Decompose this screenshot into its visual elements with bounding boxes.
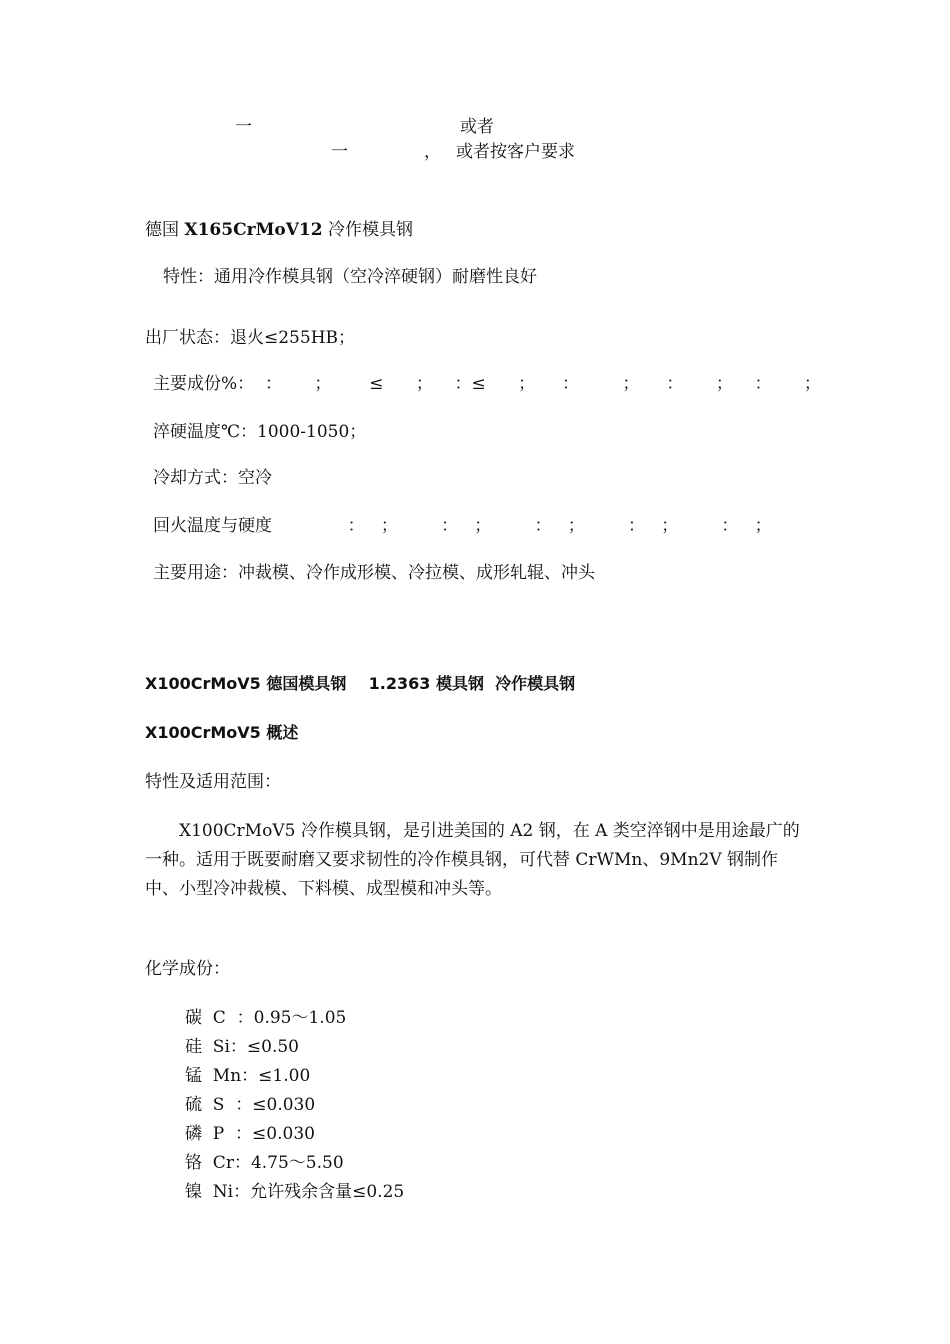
- section1-title-prefix: 德国: [145, 220, 185, 240]
- chem-item-manganese: 锰 Mn：≤1.00: [185, 1066, 311, 1086]
- chem-item-sulfur: 硫 S ：≤0.030: [185, 1095, 316, 1115]
- section2-overview: X100CrMoV5 概述: [145, 723, 299, 742]
- top-comma: ，: [424, 142, 441, 162]
- section2-chem-label: 化学成份：: [145, 959, 230, 979]
- section1-property: 特性：通用冷作模具钢（空冷淬硬钢）耐磨性良好: [163, 267, 537, 287]
- chem-item-phosphorus: 磷 P ：≤0.030: [185, 1124, 315, 1144]
- section2-heading: X100CrMoV5 德国模具钢 1.2363 模具钢 冷作模具钢: [145, 674, 576, 693]
- section1-composition: 主要成份%： ： ； ≤ ； ：≤ ； ： ； ： ； ： ；: [153, 374, 821, 394]
- chem-item-silicon: 硅 Si：≤0.50: [185, 1037, 299, 1057]
- section1-title-suffix: 冷作模具钢: [322, 220, 413, 240]
- top-dash-2: 一: [331, 142, 348, 162]
- section2-description: X100CrMoV5 冷作模具钢，是引进美国的 A2 钢，在 A 类空淬钢中是用途最广的一种。适用于既要耐磨又要求韧性的冷作模具钢，可代替 CrWMn、9Mn2V 钢制作中、小型冷冲裁模、下料模、成型模和冲头等。: [145, 821, 800, 899]
- top-or-text: 或者: [460, 117, 494, 137]
- section1-delivery: 出厂状态：退火≤255HB；: [145, 328, 356, 348]
- section1-title-grade: X165CrMoV12: [184, 220, 323, 240]
- chem-item-chromium: 铬 Cr：4.75～5.50: [185, 1153, 344, 1173]
- section2-scope-label: 特性及适用范围：: [145, 772, 281, 792]
- section1-usage: 主要用途：冲裁模、冷作成形模、冷拉模、成形轧辊、冲头: [153, 563, 595, 583]
- section1-temper: 回火温度与硬度 ： ； ： ； ： ； ： ； ： ；: [153, 516, 772, 536]
- chem-item-nickel: 镍 Ni：允许残余含量≤0.25: [185, 1182, 405, 1202]
- section1-title: [145, 219, 413, 241]
- chem-item-carbon: 碳 C ：0.95～1.05: [185, 1008, 347, 1028]
- section1-cooling: 冷却方式：空冷: [153, 468, 272, 488]
- top-customer-text: 或者按客户要求: [456, 142, 575, 162]
- top-dash-1: 一: [235, 117, 252, 137]
- section1-quench: 淬硬温度℃：1000-1050；: [153, 422, 367, 442]
- chem-list: [185, 1004, 404, 1207]
